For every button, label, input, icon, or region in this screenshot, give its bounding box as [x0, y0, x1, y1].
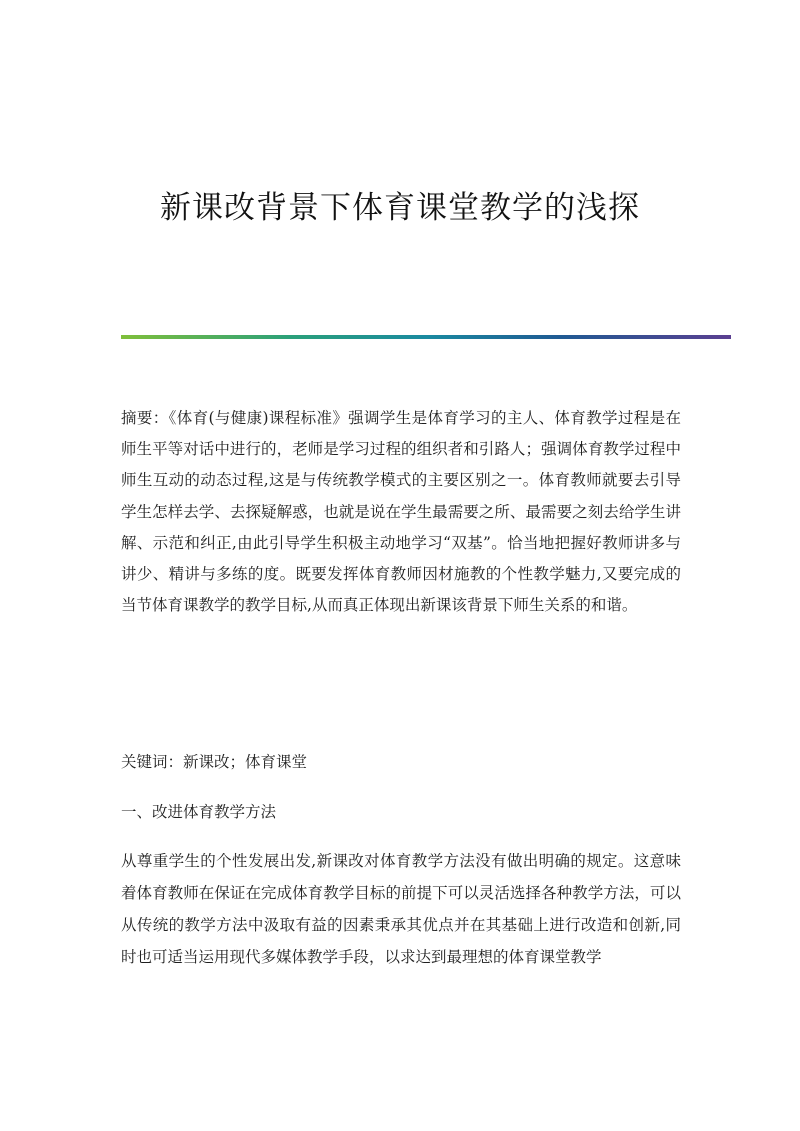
keywords-line: 关键词：新课改；体育课堂	[121, 753, 308, 771]
title-divider	[121, 335, 731, 339]
section-heading: 一、改进体育教学方法	[121, 803, 277, 821]
abstract-paragraph: 摘要：《体育(与健康)课程标准》强调学生是体育学习的主人、体育教学过程是在师生平等对话中进行的，老师是学习过程的组织者和引路人；强调体育教学过程中师生互动的动态过程,这是与传统教学模式的主要区别之一。体育教师就要去引导学生怎样去学、去探疑解惑，也就是说在学生最需要之所、最需要之刻去给学生讲解、示范和纠正,由此引导学生积极主动地学习“双基”。恰当地把握好教师讲多与讲少、精讲与多练的度。既要发挥体育教师因材施教的个性教学魅力,又要完成的当节体育课教学的教学目标,从而真正体现出新课该背景下师生关系的和谐。	[121, 409, 681, 615]
page-title: 新课改背景下体育课堂教学的浅探	[160, 190, 640, 226]
body-paragraph: 从尊重学生的个性发展出发,新课改对体育教学方法没有做出明确的规定。这意味着体育教师在保证在完成体育教学目标的前提下可以灵活选择各种教学方法，可以从传统的教学方法中汲取有益的因素秉承其优点并在其基础上进行改造和创新,同时也可适当运用现代多媒体教学手段，以求达到最理想的体育课堂教学	[121, 852, 681, 966]
